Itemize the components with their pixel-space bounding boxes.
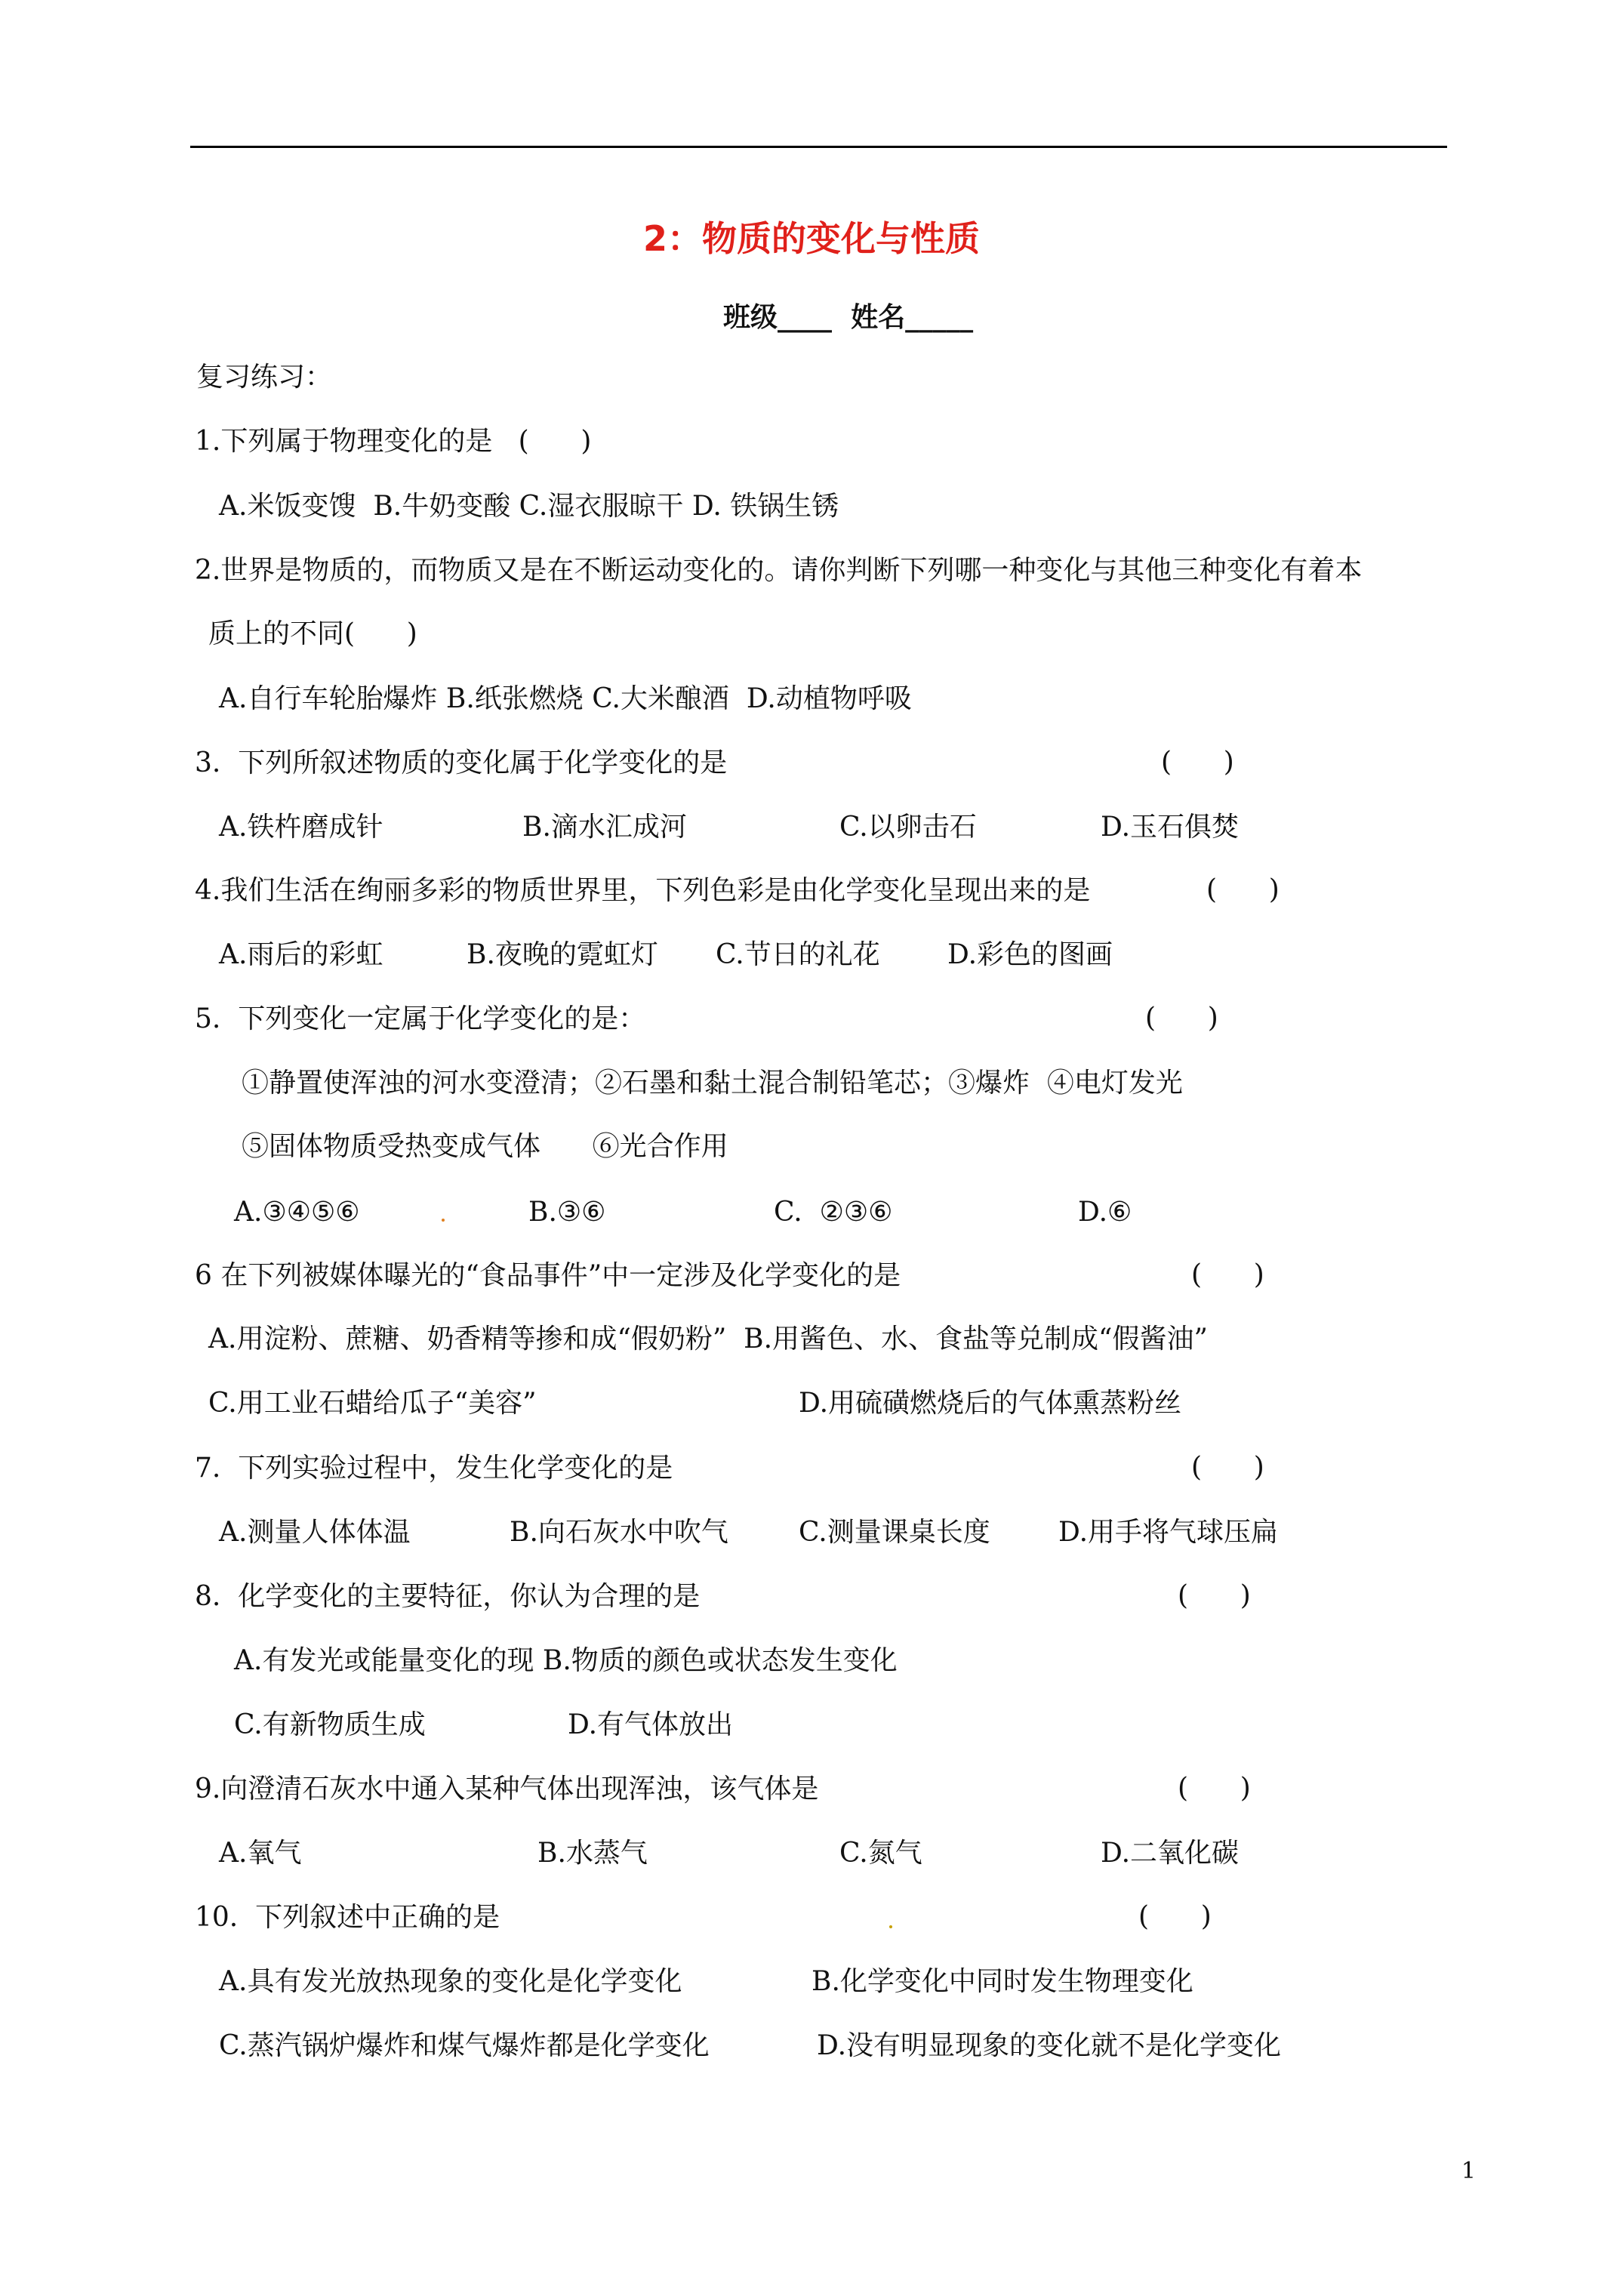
question-8-option-c: C.有新物质生成 xyxy=(234,1709,426,1740)
page-number: 1 xyxy=(1461,2158,1476,2184)
question-4-option-d: D.彩色的图画 xyxy=(947,939,1113,970)
answer-paren: ( ) xyxy=(1191,1452,1264,1483)
question-9-option-b: B.水蒸气 xyxy=(537,1838,648,1869)
answer-paren: ( ) xyxy=(1138,1901,1212,1932)
stray-mark xyxy=(442,1219,445,1222)
question-4-stem: 4.我们生活在绚丽多彩的物质世界里，下列色彩是由化学变化呈现出来的是 xyxy=(195,875,1091,906)
question-8-option-d: D.有气体放出 xyxy=(568,1709,734,1740)
question-10-option-a: A.具有发光放热现象的变化是化学变化 xyxy=(219,1966,682,1997)
question-5-items-2: ⑤固体物质受热变成气体 ⑥光合作用 xyxy=(242,1131,728,1162)
question-7-option-a: A.测量人体体温 xyxy=(219,1517,411,1548)
question-7-option-d: D.用手将气球压扁 xyxy=(1058,1517,1279,1548)
question-2-stem-cont: 质上的不同( ) xyxy=(208,618,417,649)
answer-paren: ( ) xyxy=(1145,1003,1218,1034)
question-6-option-d: D.用硫磺燃烧后的气体熏蒸粉丝 xyxy=(799,1388,1182,1419)
question-3-option-c: C.以卵击石 xyxy=(839,812,977,843)
question-5-option-b: B.③⑥ xyxy=(528,1197,606,1228)
question-6-stem: 6 在下列被媒体曝光的“食品事件”中一定涉及化学变化的是 xyxy=(195,1260,901,1291)
question-5-stem: 5. 下列变化一定属于化学变化的是： xyxy=(195,1003,646,1034)
question-5-option-c: C. ②③⑥ xyxy=(774,1197,893,1228)
question-8-stem: 8. 化学变化的主要特征，你认为合理的是 xyxy=(195,1581,701,1612)
header-rule xyxy=(190,146,1447,148)
answer-paren: ( ) xyxy=(1161,747,1234,778)
question-7-stem: 7. 下列实验过程中，发生化学变化的是 xyxy=(195,1453,673,1484)
question-6-options-ab: A.用淀粉、蔗糖、奶香精等掺和成“假奶粉” B.用酱色、水、食盐等兑制成“假酱油” xyxy=(208,1324,1208,1354)
class-name-fields: 班级____ 姓名_____ xyxy=(723,302,974,333)
question-3-stem: 3. 下列所叙述物质的变化属于化学变化的是 xyxy=(195,747,728,778)
question-6-option-c: C.用工业石蜡给瓜子“美容” xyxy=(208,1388,537,1419)
question-9-stem: 9.向澄清石灰水中通入某种气体出现浑浊，该气体是 xyxy=(195,1774,819,1804)
question-5-option-d: D.⑥ xyxy=(1078,1197,1132,1228)
question-2-stem: 2.世界是物质的，而物质又是在不断运动变化的。请你判断下列哪一种变化与其他三种变化有着本 xyxy=(195,555,1363,586)
question-9-option-c: C.氮气 xyxy=(839,1838,922,1869)
stray-mark xyxy=(889,1925,892,1928)
question-7-option-c: C.测量课桌长度 xyxy=(799,1517,990,1548)
question-10-option-c: C.蒸汽锅炉爆炸和煤气爆炸都是化学变化 xyxy=(219,2030,710,2061)
question-10-stem: 10. 下列叙述中正确的是 xyxy=(195,1902,500,1933)
question-10-option-d: D.没有明显现象的变化就不是化学变化 xyxy=(817,2030,1282,2061)
question-8-options-ab: A.有发光或能量变化的现 B.物质的颜色或状态发生变化 xyxy=(234,1645,898,1676)
answer-paren: ( ) xyxy=(1178,1773,1251,1804)
question-3-option-d: D.玉石俱焚 xyxy=(1101,812,1240,843)
question-1-options: A.米饭变馊 B.牛奶变酸 C.湿衣服晾干 D. 铁锅生锈 xyxy=(219,491,839,522)
question-5-items-1: ①静置使浑浊的河水变澄清；②石墨和黏土混合制铅笔芯；③爆炸 ④电灯发光 xyxy=(242,1068,1183,1099)
question-2-options: A.自行车轮胎爆炸 B.纸张燃烧 C.大米酿酒 D.动植物呼吸 xyxy=(219,683,912,714)
question-4-option-c: C.节日的礼花 xyxy=(716,939,880,970)
question-4-option-a: A.雨后的彩虹 xyxy=(219,939,383,970)
question-4-option-b: B.夜晚的霓虹灯 xyxy=(467,939,658,970)
answer-paren: ( ) xyxy=(1191,1259,1264,1290)
question-5-option-a: A.③④⑤⑥ xyxy=(234,1197,360,1228)
question-9-option-d: D.二氧化碳 xyxy=(1101,1838,1240,1869)
answer-paren: ( ) xyxy=(1178,1580,1251,1611)
question-9-option-a: A.氧气 xyxy=(219,1838,302,1869)
page-title: 2：物质的变化与性质 xyxy=(642,218,980,259)
question-7-option-b: B.向石灰水中吹气 xyxy=(510,1517,728,1548)
section-heading: 复习练习： xyxy=(196,362,333,393)
question-10-option-b: B.化学变化中同时发生物理变化 xyxy=(812,1966,1193,1997)
question-1-stem: 1.下列属于物理变化的是 ( ) xyxy=(195,426,592,457)
answer-paren: ( ) xyxy=(1206,874,1280,905)
question-3-option-b: B.滴水汇成河 xyxy=(522,812,687,843)
question-3-option-a: A.铁杵磨成针 xyxy=(219,812,383,843)
